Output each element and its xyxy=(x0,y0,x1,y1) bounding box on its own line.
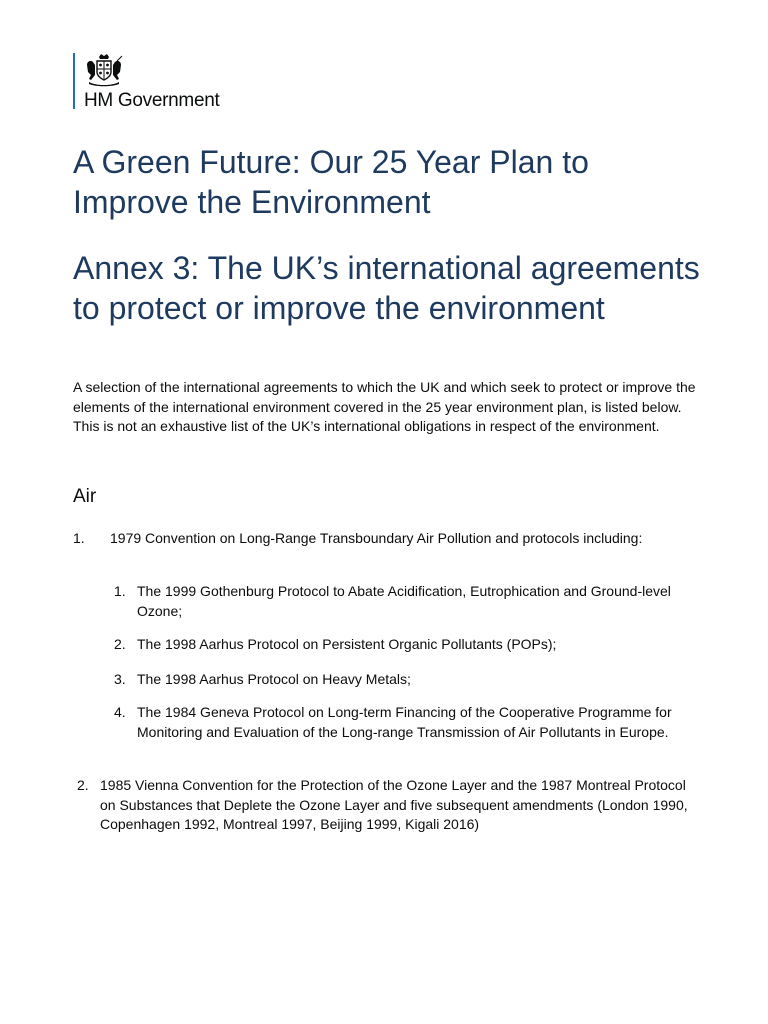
sub-list-item-text: The 1998 Aarhus Protocol on Heavy Metals; xyxy=(137,671,411,687)
list-item-text: 1979 Convention on Long-Range Transboundary Air Pollution and protocols including: xyxy=(110,530,643,546)
sub-list-item xyxy=(114,582,694,622)
hm-government-logo xyxy=(73,53,220,111)
sub-list-item xyxy=(114,670,694,690)
sub-list-item xyxy=(114,703,694,763)
list-item-number: 1. xyxy=(73,530,85,546)
sub-list-item-text: The 1984 Geneva Protocol on Long-term Financing of the Cooperative Programme for Monitoring and Evaluation of the Long-range Transmission of Air Pollutants in Europe. xyxy=(137,704,672,740)
list-item-number: 2. xyxy=(77,777,89,793)
annex-title: Annex 3: The UK’s international agreements to protect or improve the environment xyxy=(73,250,700,326)
list-item xyxy=(77,776,697,856)
royal-coat-of-arms-icon xyxy=(84,53,124,87)
intro-paragraph: A selection of the international agreements to which the UK and which seek to protect or improve the elements of the international environment covered in the 25 year environment plan, is listed below. This is not an exhaustive list of the UK’s international obligations in respect of the environment. xyxy=(73,379,696,434)
list-item xyxy=(73,529,673,569)
sub-list-item-text: The 1999 Gothenburg Protocol to Abate Acidification, Eutrophication and Ground-level Ozone; xyxy=(137,583,671,619)
document-title: A Green Future: Our 25 Year Plan to Improve the Environment xyxy=(73,144,589,220)
section-heading-air: Air xyxy=(73,486,97,507)
list-item-text: 1985 Vienna Convention for the Protection of the Ozone Layer and the 1987 Montreal Protocol on Substances that Deplete the Ozone Layer and five subsequent amendments (London 1990, Copenhagen 1992, Montreal 1997, Beijing 1999, Kigali 2016) xyxy=(100,777,688,832)
sub-list-item-number: 2. xyxy=(114,636,126,652)
sub-list-item-number: 4. xyxy=(114,704,126,720)
sub-list-item-number: 1. xyxy=(114,583,126,599)
organisation-name: HM Government xyxy=(84,90,220,111)
sub-list-item-number: 3. xyxy=(114,671,126,687)
sub-list-item xyxy=(114,635,694,655)
sub-list-item-text: The 1998 Aarhus Protocol on Persistent Organic Pollutants (POPs); xyxy=(137,636,557,652)
